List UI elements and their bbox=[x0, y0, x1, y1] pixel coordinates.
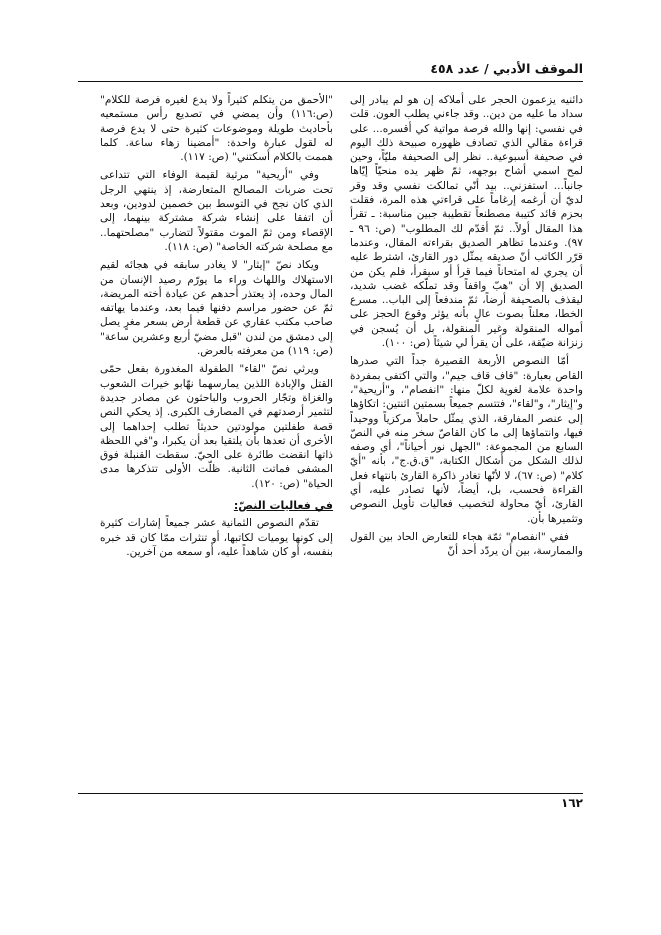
left-column bbox=[100, 93, 333, 563]
paragraph: ففي "انفصام" ثمّة هجاء للتعارض الحاد بين القول والممارسة، بين أن يردّد أحد أنّ bbox=[350, 530, 583, 558]
paragraph: أمّا النصوص الأربعة القصيرة جداً التي صدرها القاص بعبارة: "قاف قاف جيم"، والتي اكتفى بمفردة واحدة علامة لغوية لكلّ منها: "انفصام"، و"أريحية"، و"إيثار"، و"لقاء"، فتتسم جميعاً بسمتين اثنتين: اتكاؤها إلى عنصر المفارقة، الذي يمثّل حاملاً مركزياً ووحيداً فيها، وانتماؤها إلى ما كان القاصّ سخر منه في النصّ السابع من المجموعة: "الجهل نور أحياناً"، أي وصفه لذلك الشكل من أشكال الكتابة، "ق.ق.ج"، بأنه "أيّ كلام" (ص: ٦٧)، لا لأنّها تغادر ذاكرة القارئ بانتهاء فعل القراءة فحسب، بل، أيضاً، لأنها تصادر عليه، أي القارئ، أيّ محاولة لتخصيب فعاليات تأويل النصوص وتثميرها بأن. bbox=[350, 355, 583, 525]
paragraph: ويرثي نصّ "لقاء" الطفولة المغدورة بفعل حمّى القتل والإبادة اللذين يمارسهما نهّابو خيرات الشعوب والغزاة وتجّار الحروب والباحثون عن مصادر جديدة لتثمير أرصدتهم في المصارف الكبرى. إذ يحكي النص قصة طفلتين مولودتين حديثاً تطلب إحداهما إلى الأخرى أن تعدها بأن يلتقيا بعد أن يكبرا، و"في اللحظة ذاتها انقضت طائرة على الحيّ. سقطت القنبلة فوق المشفى فماتت الثانية. ظلّت الأولى تتذكرها مدى الحياة" (ص: ١٢٠). bbox=[100, 363, 333, 490]
paragraph: ويكاد نصّ "إيثار" لا يغادر سابقه في هجائه لقيم الاستهلاك واللهاث وراء ما يورّم رصيد الإنسان من المال وحده، إذ يعتذر أحدهم عن عيادة أخته المريضة، ثمّ عن حضور مراسم دفنها فيما بعد، وعندما يهاتفه صاحب مكتب عقاري عن قطعة أرض بسعر مغرٍ يصل إلى دمشق من لندن "قبل مضيّ أربع وعشرين ساعة" (ص: ١١٩) من معرفته بالعرض. bbox=[100, 259, 333, 358]
paragraph: تقدّم النصوص الثمانية عشر جميعاً إشارات كثيرة إلى كونها يوميات لكاتبها، أو تنثرات ممّا كان قد خبره بنفسه، أو كان شاهداً عليه، أو سمعه من آخرين. bbox=[100, 517, 333, 558]
page-number: ١٦٢ bbox=[561, 796, 583, 810]
paragraph: وفي "أريحية" مرثية لقيمة الوفاء التي تتداعى تحت ضربات المصالح المتعارضة، إذ ينتهي الرجل الذي كان نجح في التوسط بين خصمين لدودين، وبعد أن اتفقا على إنشاء شركة مشتركة بينهما، إلى الإقصاء ومن ثمّ الموت مقتولاً لتضارب "مصلحتهما.. مع مصلحة شركته الخاصة" (ص: ١١٨). bbox=[100, 169, 333, 253]
page-header bbox=[78, 58, 583, 82]
header-rule bbox=[78, 81, 583, 82]
section-heading: في فعاليات النصّ: bbox=[233, 499, 333, 513]
right-column bbox=[350, 93, 583, 563]
paragraph: دائنيه يزعمون الحجر على أملاكه إن هو لم يبادر إلى سداد ما عليه من دين.. وقد جاءني يطلب العون. قلت في نفسي: إنها والله فرصة مواتية كي أقسره... على قراءة مقالي الذي تصادف ظهوره صبيحة ذلك اليوم في صحيفة أسبوعية.. نظر إلى الصحيفة مليّاً، وحين لمح اسمي أشاح بوجهه، ثمّ ظهر يده منحيّاً إيّاها جانباً... استفزني.. بيد أنّي تمالكت نفسي وقد وقر لديّ أن أرغمه إرغاماً على قراءتي هذه المرة، فقلت بحزم قائد كتيبة مصطنعاً تقطيبة جبين مناسبة: ـ تقرأ هذا المقال أولاً.. ثمّ أقدّم لك المطلوب" (ص: ٩٦ ـ ٩٧). وعندما تظاهر الصديق بقراءته المقال، وعندما قرّر الكاتب أنّ صديقه يمثّل دور القارئ، اشترط عليه أن يجري له امتحاناً فيما قرأ أو سيقرأ، فلم يكن من الصديق إلا أن "هبّ واقفاً وقد تملّكه غضب شديد، ليقذف بالصحيفة أرضاً، ثمّ مندفعاً إلى الباب.. مسرع الخطا، معلناً بصوت عالٍ بأنه يؤثر وقوع الحجز على أمواله المنقولة وغير المنقولة، بل أن يُسجن في زنزانة ضيّقة، على أن يقرأ لي شيئاً (ص: ١٠٠). bbox=[350, 94, 583, 350]
journal-title: الموقف الأدبي / عدد ٤٥٨ bbox=[430, 61, 583, 76]
footer-rule bbox=[78, 793, 583, 794]
paragraph: "الأحمق من يتكلم كثيراً ولا يدع لغيره فرصة للكلام" (ص:١١٦) وأن يمضي في تصديع رأس مستمعيه بأحاديث طويلة وموضوعات كثيرة حتى لا يدع فرصة له لقول عبارة واحدة: "أمضينا زهاء ساعة. كلما هممت بالكلام أسكتني" (ص: ١١٧). bbox=[100, 94, 333, 164]
